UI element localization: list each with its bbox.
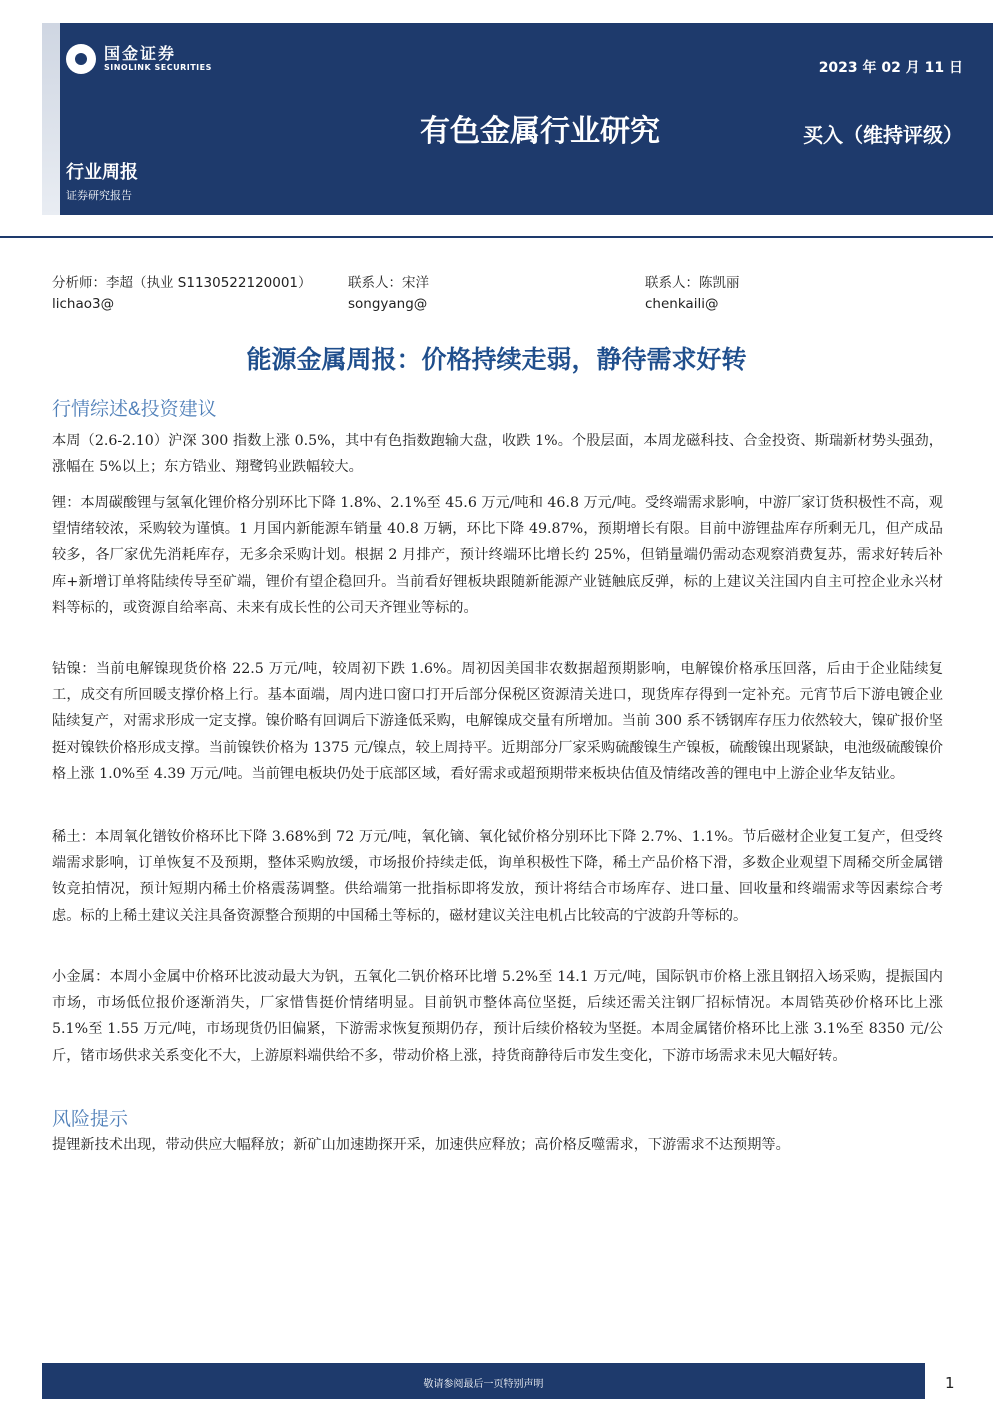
paragraph-risk: 提锂新技术出现，带动供应大幅释放；新矿山加速勘探开采，加速供应释放；高价格反噬需求，下游需求不达预期等。 <box>52 1137 790 1153</box>
sinolink-logo <box>66 44 212 74</box>
footer-disclaimer: 敬请参阅最后一页特别声明 <box>423 1379 544 1390</box>
contact-songyang <box>348 273 429 315</box>
report-date: 2023 年 02 月 11 日 <box>818 60 963 76</box>
paragraph-lithium: 锂：本周碳酸锂与氢氧化锂价格分别环比下降 1.8%、2.1%至 45.6 万元/吨和 46.8 万元/吨。受终端需求影响，中游厂家订货积极性不高，观望情绪较浓，采购较为谨慎。1 月国内新能源车销量 40.8 万辆，环比下降 49.87%，预期增长有限。目前中游锂盐库存所剩无几，但产成品较多，各厂家优先消耗库存，无多余采购计划。根据 2 月排产，预计终端环比增长约 25%，但销量端仍需动态观察消费复苏，需求好转后补库+新增订单将陆续传导至矿端，锂价有望企稳回升。当前看好锂板块跟随新能源产业链触底反弹，标的上建议关注国内自主可控企业永兴材料等标的，或资源自给率高、未来有成长性的公司天齐锂业等标的。 <box>52 495 943 616</box>
logo-mark-icon <box>66 44 96 74</box>
report-headline: 能源金属周报：价格持续走弱，静待需求好转 <box>246 345 747 374</box>
rating-badge: 买入（维持评级） <box>803 123 963 147</box>
logo-en-text: SINOLINK SECURITIES <box>104 63 212 72</box>
paragraph-rare-earth: 稀土：本周氧化镨钕价格环比下降 3.68%到 72 万元/吨，氧化镝、氧化铽价格分别环比下降 2.7%、1.1%。节后磁材企业复工复产，但受终端需求影响，订单恢复不及预期，整体采购放缓，市场报价持续走低，询单积极性下降，稀土产品价格下滑，多数企业观望下周稀交所金属镨钕竞拍情况，预计短期内稀土价格震荡调整。供给端第一批指标即将发放，预计将结合市场库存、进口量、回收量和终端需求等因素综合考虑。标的上稀土建议关注具备资源整合预期的中国稀土等标的，磁材建议关注电机占比较高的宁波韵升等标的。 <box>52 829 943 924</box>
contact-name: 联系人：陈凯丽 <box>645 275 740 291</box>
contact-email: songyang@ <box>348 296 428 312</box>
logo-cn-text: 国金证券 <box>104 44 177 63</box>
analyst-name: 分析师：李超（执业 S1130522120001） <box>52 275 312 291</box>
paragraph-cobalt-nickel: 钴镍：当前电解镍现货价格 22.5 万元/吨，较周初下跌 1.6%。周初因美国非农数据超预期影响，电解镍价格承压回落，后由于企业陆续复工，成交有所回暖支撑价格上行。基本面端，周内进口窗口打开后部分保税区资源清关进口，现货库存得到一定补充。元宵节后下游电镀企业陆续复产，对需求形成一定支撑。镍价略有回调后下游逢低采购，电解镍成交量有所增加。当前 300 系不锈钢库存压力依然较大，镍矿报价坚挺对镍铁价格形成支撑。当前镍铁价格为 1375 元/镍点，较上周持平。近期部分厂家采购硫酸镍生产镍板，硫酸镍出现紧缺，电池级硫酸镍价格上涨 1.0%至 4.39 万元/吨。当前锂电板块仍处于底部区域，看好需求或超预期带来板块估值及情绪改善的锂电中上游企业华友钴业。 <box>52 661 943 782</box>
page-number: 1 <box>945 1374 955 1392</box>
contact-name: 联系人：宋洋 <box>348 275 429 291</box>
report-title: 有色金属行业研究 <box>420 114 660 149</box>
contact-email: chenkaili@ <box>645 296 719 312</box>
report-subtitle: 证券研究报告 <box>66 189 132 202</box>
header-accent-strip <box>42 23 60 215</box>
report-type: 行业周报 <box>66 162 138 183</box>
analyst-email: lichao3@ <box>52 296 115 312</box>
paragraph-market-overview: 本周（2.6-2.10）沪深 300 指数上涨 0.5%，其中有色指数跑输大盘，收跌 1%。个股层面，本周龙磁科技、合金投资、斯瑞新材势头强劲，涨幅在 5%以上；东方锆业、翔鹭钨业跌幅较大。 <box>52 433 943 476</box>
section-title-risk: 风险提示 <box>52 1109 129 1130</box>
header-divider <box>0 236 993 238</box>
contact-chenkaili <box>645 273 740 315</box>
paragraph-minor-metals: 小金属：本周小金属中价格环比波动最大为钒，五氧化二钒价格环比增 5.2%至 14.1 万元/吨，国际钒市价格上涨且钢招入场采购，提振国内市场，市场低位报价逐渐消失，厂家惜售挺价情绪明显。目前钒市整体高位坚挺，后续还需关注钢厂招标情况。本周锆英砂价格环比上涨 5.1%至 1.55 万元/吨，市场现货仍旧偏紧，下游需求恢复预期仍存，预计后续价格较为坚挺。本周金属锗价格环比上涨 3.1%至 8350 元/公斤，锗市场供求关系变化不大，上游原料端供给不多，带动价格上涨，持货商静待后市发生变化，下游市场需求未见大幅好转。 <box>52 969 943 1064</box>
analyst-lichao <box>52 273 312 315</box>
section-title-market: 行情综述&投资建议 <box>52 399 217 420</box>
